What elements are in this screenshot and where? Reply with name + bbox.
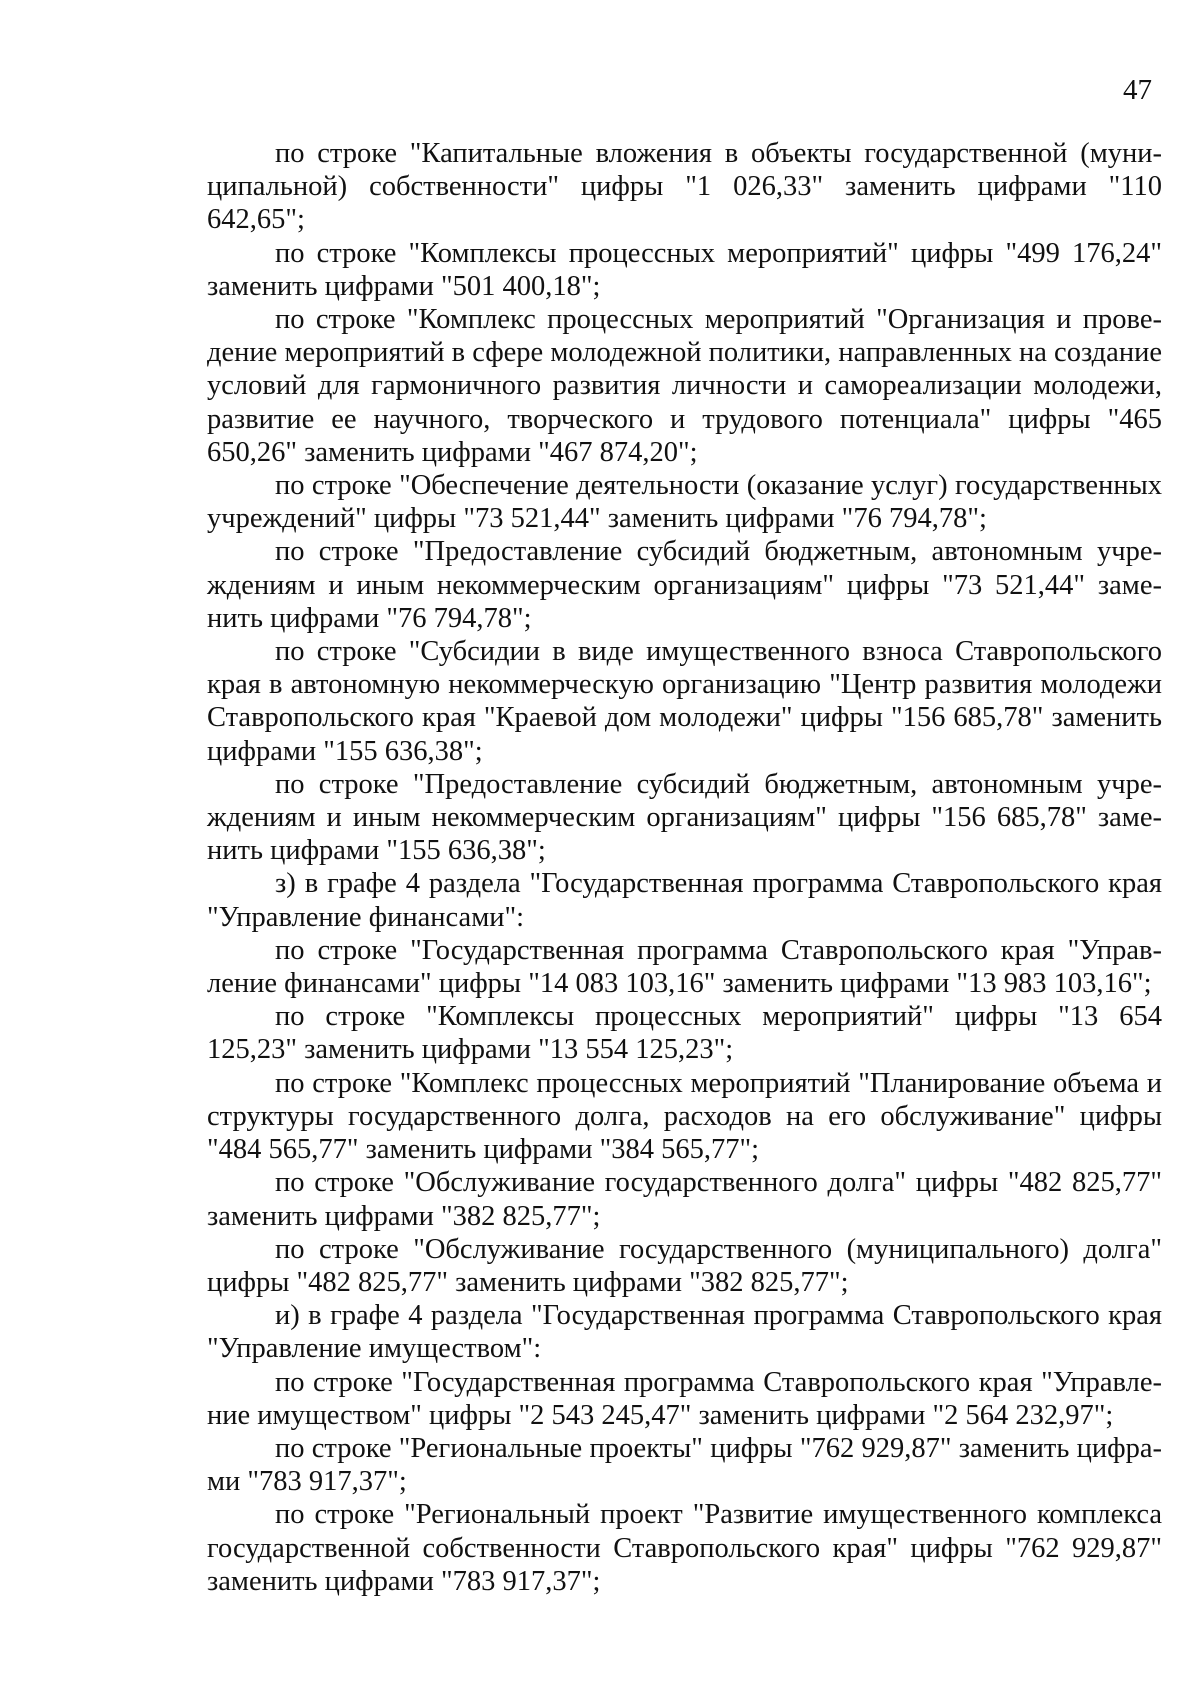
paragraph: по строке "Обслуживание государственного (муниципального) долга" цифры "482 825,77" заменить цифрами "382 825,77"; xyxy=(207,1233,1162,1298)
paragraph: по строке "Предоставление субсидий бюджетным, автономным учреждениям и иным некоммерческим организациям" цифры "156 685,78" заменить цифрами "155 636,38"; xyxy=(207,768,1162,867)
paragraph: по строке "Комплекс процессных мероприятий "Организация и проведение мероприятий в сфере молодежной политики, направленных на создание условий для гармоничного развития личности и самореализации молодежи, развитие ее научного, творческого и трудового потенциала" цифры "465 650,26" заменить цифрами "467 874,20"; xyxy=(207,304,1162,468)
paragraph: по строке "Комплексы процессных мероприятий" цифры "499 176,24" заменить цифрами "501 400,18"; xyxy=(207,237,1162,302)
page-number: 47 xyxy=(1123,74,1152,106)
paragraph: по строке "Комплексы процессных мероприятий" цифры "13 654 125,23" заменить цифрами "13 554 125,23"; xyxy=(207,1001,1162,1066)
document-body xyxy=(207,137,1162,1598)
paragraph: по строке "Обеспечение деятельности (оказание услуг) государственных учреждений" цифры "73 521,44" заменить цифрами "76 794,78"; xyxy=(207,470,1162,535)
paragraph: по строке "Субсидии в виде имущественного взноса Ставропольского края в автономную некоммерческую организацию "Центр развития молодежи Ставропольского края "Краевой дом молодежи" цифры "156 685,78" заменить цифрами "155 636,38"; xyxy=(207,636,1162,767)
paragraph: по строке "Обслуживание государственного долга" цифры "482 825,77" заменить цифрами "382 825,77"; xyxy=(207,1167,1162,1232)
paragraph: по строке "Капитальные вложения в объекты государственной (муниципальной) собственности" цифры "1 026,33" заменить цифрами "110 642,65"; xyxy=(207,138,1162,236)
paragraph: по строке "Региональный проект "Развитие имущественного комплекса государственной собственности Ставропольского края" цифры "762 929,87" заменить цифрами "783 917,37"; xyxy=(207,1499,1162,1597)
paragraph: по строке "Государственная программа Ставропольского края "Управление имуществом" цифры "2 543 245,47" заменить цифрами "2 564 232,97"; xyxy=(207,1366,1162,1431)
paragraph: по строке "Государственная программа Ставропольского края "Управление финансами" цифры "14 083 103,16" заменить цифрами "13 983 103,16"; xyxy=(207,934,1162,1000)
paragraph: по строке "Предоставление субсидий бюджетным, автономным учреждениям и иным некоммерческим организациям" цифры "73 521,44" заменить цифрами "76 794,78"; xyxy=(207,536,1162,634)
paragraph-section-z: з) в графе 4 раздела "Государственная программа Ставропольского края "Управление финансами": xyxy=(207,868,1162,933)
paragraph: по строке "Комплекс процессных мероприятий "Планирование объема и структуры государственного долга, расходов на его обслуживание" цифры "484 565,77" заменить цифрами "384 565,77"; xyxy=(207,1067,1162,1166)
paragraph-section-i: и) в графе 4 раздела "Государственная программа Ставропольского края "Управление имуществом": xyxy=(207,1300,1162,1365)
paragraph: по строке "Региональные проекты" цифры "762 929,87" заменить цифрами "783 917,37"; xyxy=(207,1432,1162,1498)
